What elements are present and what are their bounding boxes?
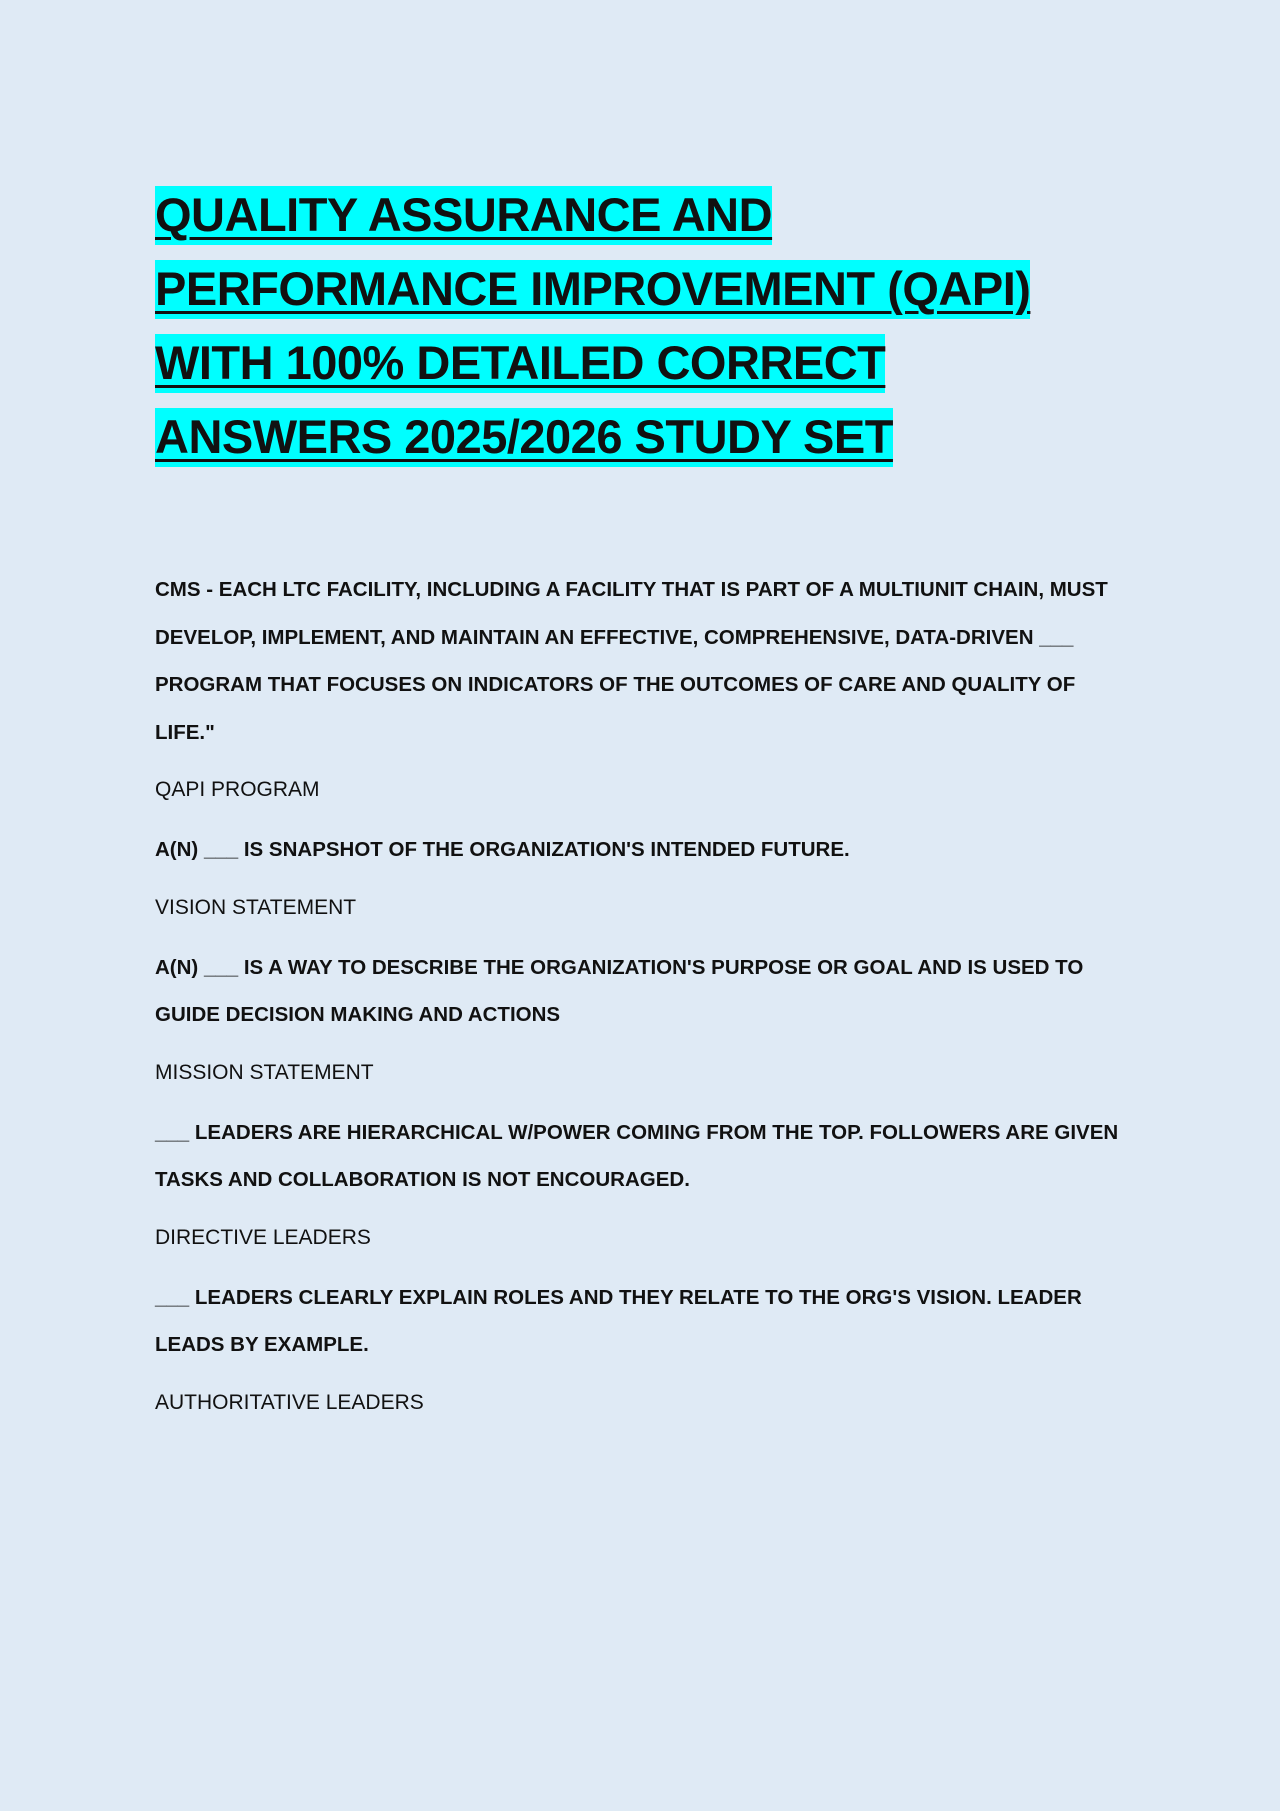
question-text: ___ LEADERS CLEARLY EXPLAIN ROLES AND THEY RELATE TO THE ORG'S VISION. LEADER LEADS BY EXAMPLE. xyxy=(155,1285,1082,1356)
question-text: A(N) ___ IS SNAPSHOT OF THE ORGANIZATION'S INTENDED FUTURE. xyxy=(155,838,850,861)
answer-text: MISSION STATEMENT xyxy=(155,1060,374,1084)
qa-item-2 xyxy=(155,826,1130,922)
question-text: CMS - EACH LTC FACILITY, INCLUDING A FACILITY THAT IS PART OF A MULTIUNIT CHAIN, MUST DEVELOP, IMPLEMENT, AND MAINTAIN AN EFFECTIVE, COMPREHENSIVE, DATA-DRIVEN ___ PROGRAM THAT FOCUSES ON INDICATORS OF THE OUTCOMES OF CARE AND QUALITY OF LIFE." xyxy=(155,578,1108,744)
question-text: ___ LEADERS ARE HIERARCHICAL W/POWER COMING FROM THE TOP. FOLLOWERS ARE GIVEN TASKS AND COLLABORATION IS NOT ENCOURAGED. xyxy=(155,1120,1119,1191)
answer-text: AUTHORITATIVE LEADERS xyxy=(155,1390,424,1414)
answer-text: DIRECTIVE LEADERS xyxy=(155,1225,371,1249)
document-title xyxy=(155,178,1130,474)
qa-item-5 xyxy=(155,1274,1130,1417)
question-text: A(N) ___ IS A WAY TO DESCRIBE THE ORGANIZATION'S PURPOSE OR GOAL AND IS USED TO GUIDE DECISION MAKING AND ACTIONS xyxy=(155,955,1084,1026)
answer-text: QAPI PROGRAM xyxy=(155,778,320,801)
answer-text: VISION STATEMENT xyxy=(155,895,357,919)
qa-item-3 xyxy=(155,944,1130,1087)
title-line-2: PERFORMANCE IMPROVEMENT (QAPI) xyxy=(155,260,1030,319)
title-line-3: WITH 100% DETAILED CORRECT xyxy=(155,334,885,393)
qa-item-4 xyxy=(155,1109,1130,1252)
title-line-1: QUALITY ASSURANCE AND xyxy=(155,186,772,245)
qa-list xyxy=(155,566,1130,1417)
qa-item-1 xyxy=(155,566,1130,804)
title-line-4: ANSWERS 2025/2026 STUDY SET xyxy=(155,408,893,467)
